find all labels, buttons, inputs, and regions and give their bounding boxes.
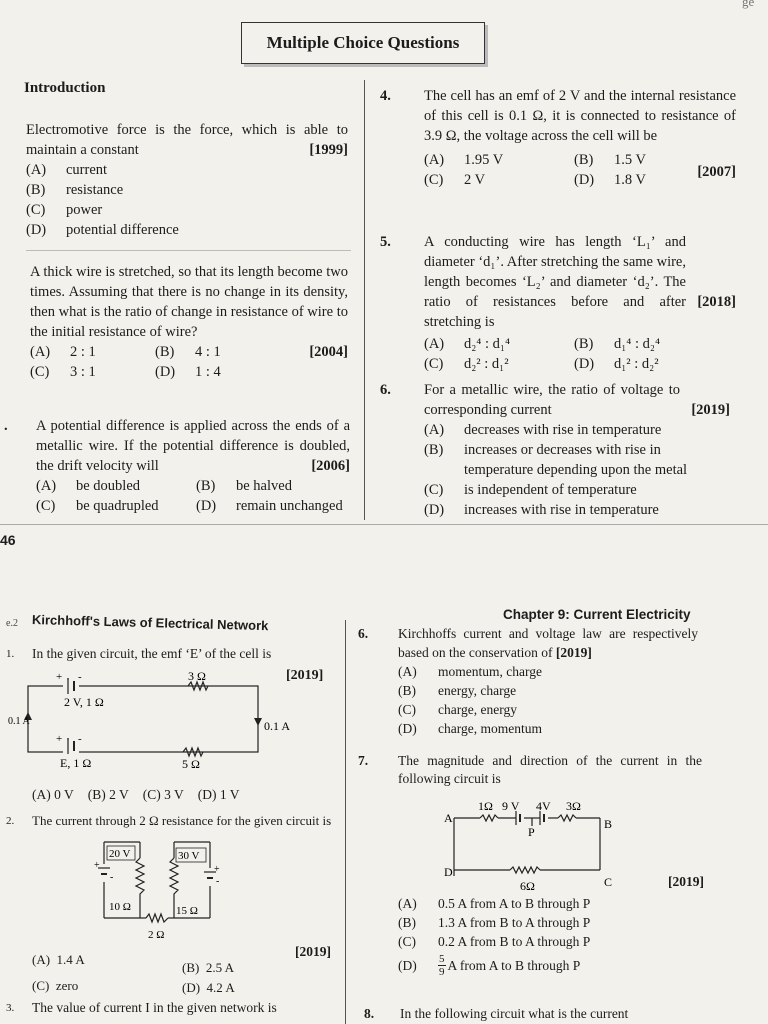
top-column-divider — [364, 80, 365, 520]
question-stem: A conducting wire has length ‘L₁’ and diameter ‘d₁’. After stretching the same wire, length becomes ‘L₂’ and diameter ‘d₂’. The ratio of resistances before and after stretching is — [424, 234, 686, 330]
circuit-diagram-1 — [8, 668, 308, 772]
source2-plus: + — [214, 864, 220, 875]
option-letter: (B) — [574, 336, 594, 352]
option-letter: (A) — [424, 422, 445, 438]
question-year: [1999] — [309, 142, 348, 158]
option-letter: (D) — [26, 222, 47, 238]
option-text: charge, energy — [438, 702, 517, 717]
question-stem: The cell has an emf of 2 V and the internal resistance of this cell is 0.1 Ω, it is connected to resistance of 3.9 Ω, the voltage across the cell will be — [424, 88, 736, 144]
option-text: potential difference — [66, 222, 179, 238]
fraction-numerator: 5 — [439, 953, 445, 965]
option-letter: (C) — [142, 787, 161, 802]
battery-9v-label: 9 V — [502, 799, 520, 813]
fraction-denominator: 9 — [439, 966, 445, 978]
option-letter: (D) — [424, 502, 445, 518]
option-letter: (C) — [398, 702, 416, 717]
chapter-title: Chapter 9: Current Electricity — [503, 607, 691, 622]
option-text: charge, momentum — [438, 721, 542, 736]
option-letter: (A) — [32, 952, 51, 967]
question-year: [2007] — [697, 164, 736, 180]
option-letter: (B) — [182, 960, 200, 975]
option-text: 3 : 1 — [70, 364, 96, 380]
question-number: 7. — [358, 753, 369, 768]
option-text: 1.95 V — [464, 152, 504, 168]
option-letter: (A) — [36, 478, 57, 494]
option-text: 4.2 A — [206, 980, 235, 995]
resistor-2-label: 2 Ω — [148, 929, 165, 941]
option-text: resistance — [66, 182, 124, 198]
option-text: be quadrupled — [76, 498, 159, 514]
option-letter: (D) — [155, 364, 176, 380]
question-year: [2019] — [668, 874, 704, 889]
option-letter: (B) — [574, 152, 594, 168]
option-text: momentum, charge — [438, 664, 542, 679]
question-year: [2019] — [555, 645, 592, 660]
cell1-label: 2 V, 1 Ω — [64, 695, 104, 709]
option-text: zero — [55, 978, 79, 993]
option-text: 1.8 V — [614, 172, 646, 188]
question-2-options — [32, 950, 312, 998]
section-heading: Introduction — [24, 80, 106, 96]
option-text: decreases with rise in temperature — [464, 422, 662, 438]
corner-mark: ge — [742, 0, 755, 9]
option-text: 1 V — [219, 787, 240, 802]
option-text: d₁² : d₂² — [614, 356, 659, 372]
question-separator — [26, 250, 351, 251]
question-1-options — [32, 785, 240, 805]
question-stem: Electromotive force is the force, which is able to maintain a constant — [26, 122, 348, 158]
resistor-10-label: 10 Ω — [109, 901, 131, 913]
option-text: 1.3 A from B to A through P — [438, 915, 591, 930]
source2-minus: - — [216, 876, 220, 887]
resistor-bottom-label: 5 Ω — [182, 757, 200, 771]
option-text: 2 V — [109, 787, 129, 802]
resistor-3-label: 3Ω — [566, 799, 581, 813]
resistor-15-label: 15 Ω — [176, 905, 198, 917]
right-current-label: 0.1 A — [264, 719, 291, 733]
question-stem: The value of current I in the given network is — [32, 1000, 277, 1015]
option-letter: (A) — [26, 162, 47, 178]
node-a-label: A — [444, 811, 453, 825]
option-text: A from A to B through P — [447, 958, 581, 973]
question-year: [2018] — [697, 294, 736, 310]
option-letter: (A) — [424, 152, 445, 168]
source-30v-label: 30 V — [178, 850, 200, 862]
question-stem: In the given circuit, the emf ‘E’ of the cell is — [32, 646, 272, 661]
resistor-top-label: 3 Ω — [188, 669, 206, 683]
page-title: Multiple Choice Questions — [241, 22, 485, 64]
option-text: be halved — [236, 478, 292, 494]
option-text: 0.2 A from B to A through P — [438, 934, 591, 949]
option-text: d₂⁴ : d₁⁴ — [464, 336, 510, 352]
bottom-column-divider — [345, 620, 346, 1024]
question-stem: A potential difference is applied across the ends of a metallic wire. If the potential difference is doubled, the drift velocity will — [36, 418, 350, 474]
resistor-6-label: 6Ω — [520, 879, 535, 893]
option-letter: (C) — [32, 978, 50, 993]
option-text: d₂² : d₁² — [464, 356, 509, 372]
section-mark: e.2 — [6, 618, 18, 629]
circuit-diagram-7 — [440, 796, 620, 892]
option-letter: (A) — [32, 787, 51, 802]
option-letter: (D) — [574, 356, 595, 372]
question-stem: For a metallic wire, the ratio of voltage to corresponding current — [424, 382, 680, 418]
option-letter: (C) — [30, 364, 50, 380]
option-letter: (C) — [26, 202, 46, 218]
option-letter: (B) — [398, 915, 416, 930]
source1-plus: + — [94, 860, 100, 871]
question-number: 5. — [380, 234, 391, 250]
question-number: 2. — [6, 815, 15, 827]
battery-4v-label: 4V — [536, 799, 551, 813]
question-year: [2006] — [311, 458, 350, 474]
node-b-label: B — [604, 817, 613, 831]
question-stretched-wire — [30, 262, 348, 382]
option-text: 3 V — [164, 787, 184, 802]
cell2-plus: + — [56, 733, 63, 745]
option-letter: (D) — [182, 980, 201, 995]
question-number: 4. — [380, 88, 391, 104]
option-letter: (A) — [30, 344, 51, 360]
option-text: 4 : 1 — [195, 344, 221, 360]
cell1-minus: - — [78, 671, 82, 683]
option-text: 1.4 A — [56, 952, 85, 967]
option-text: be doubled — [76, 478, 141, 494]
question-year: [2004] — [309, 344, 348, 360]
circuit-diagram-2 — [96, 838, 226, 944]
option-letter: (B) — [155, 344, 175, 360]
option-letter: (B) — [196, 478, 216, 494]
cell2-minus: - — [78, 733, 82, 745]
question-stem: Kirchhoffs current and voltage law are respectively based on the conservation of — [398, 626, 698, 660]
option-text: power — [66, 202, 103, 218]
left-current-label: 0.1 A — [8, 716, 30, 727]
option-text: 2 : 1 — [70, 344, 96, 360]
node-d-label: D — [444, 865, 453, 879]
option-letter: (C) — [424, 172, 444, 188]
question-emf — [26, 120, 348, 240]
fraction — [438, 953, 446, 978]
option-letter: (A) — [398, 664, 417, 679]
option-text: 0.5 A from A to B through P — [438, 896, 591, 911]
cell1-plus: + — [56, 671, 63, 683]
option-letter: (B) — [424, 442, 444, 458]
question-number: 6. — [358, 626, 369, 641]
option-letter: (D) — [197, 787, 217, 802]
page-bottom-rule — [0, 524, 768, 525]
option-text: d₁⁴ : d₂⁴ — [614, 336, 660, 352]
source1-minus: - — [110, 872, 114, 883]
option-letter: (D) — [398, 958, 417, 973]
question-7-options — [398, 894, 678, 978]
cell2-label: E, 1 Ω — [60, 756, 92, 770]
option-text: 1.5 V — [614, 152, 646, 168]
option-text: energy, charge — [438, 683, 517, 698]
option-letter: (A) — [398, 896, 417, 911]
option-text: remain unchanged — [236, 498, 343, 514]
option-text: 1 : 4 — [195, 364, 221, 380]
option-letter: (B) — [26, 182, 46, 198]
option-letter: (B) — [87, 787, 106, 802]
option-letter: (C) — [36, 498, 56, 514]
source-20v-label: 20 V — [109, 848, 131, 860]
option-letter: (A) — [424, 336, 445, 352]
question-stem: In the following circuit what is the current — [400, 1006, 629, 1021]
page-number: 46 — [0, 532, 16, 548]
node-p-label: P — [528, 825, 535, 839]
option-letter: (D) — [574, 172, 595, 188]
option-text: 0 V — [54, 787, 74, 802]
option-letter: (C) — [398, 934, 416, 949]
question-number: 8. — [364, 1006, 375, 1021]
option-letter: (D) — [398, 721, 417, 736]
node-c-label: C — [604, 875, 613, 889]
question-number: 6. — [380, 382, 391, 398]
option-letter: (C) — [424, 482, 444, 498]
resistor-1-label: 1Ω — [478, 799, 493, 813]
option-text: current — [66, 162, 108, 178]
question-number: . — [4, 418, 8, 434]
section-heading: Kirchhoff's Laws of Electrical Network — [31, 612, 269, 634]
option-letter: (B) — [398, 683, 416, 698]
question-stem: The current through 2 Ω resistance for the given circuit is — [32, 813, 332, 828]
question-year: [2019] — [286, 668, 324, 683]
question-number: 1. — [6, 648, 15, 660]
question-stem: A thick wire is stretched, so that its length become two times. Assuming that there is no change in its density, then what is the ratio of change in resistance of wire to the initial resistance of wire? — [30, 264, 348, 340]
option-text: is independent of temperature — [464, 482, 637, 498]
option-letter: (C) — [424, 356, 444, 372]
question-stem: The magnitude and direction of the current in the following circuit is — [398, 753, 702, 786]
question-year: [2019] — [691, 402, 730, 418]
question-number: 3. — [6, 1002, 15, 1014]
option-letter: (D) — [196, 498, 217, 514]
option-text: increases with rise in temperature — [464, 502, 659, 518]
option-text: 2.5 A — [205, 960, 235, 975]
question-year: [2019] — [295, 944, 331, 959]
option-text: 2 V — [464, 172, 486, 188]
option-text: increases or decreases with rise in temperature depending upon the metal — [464, 442, 688, 478]
